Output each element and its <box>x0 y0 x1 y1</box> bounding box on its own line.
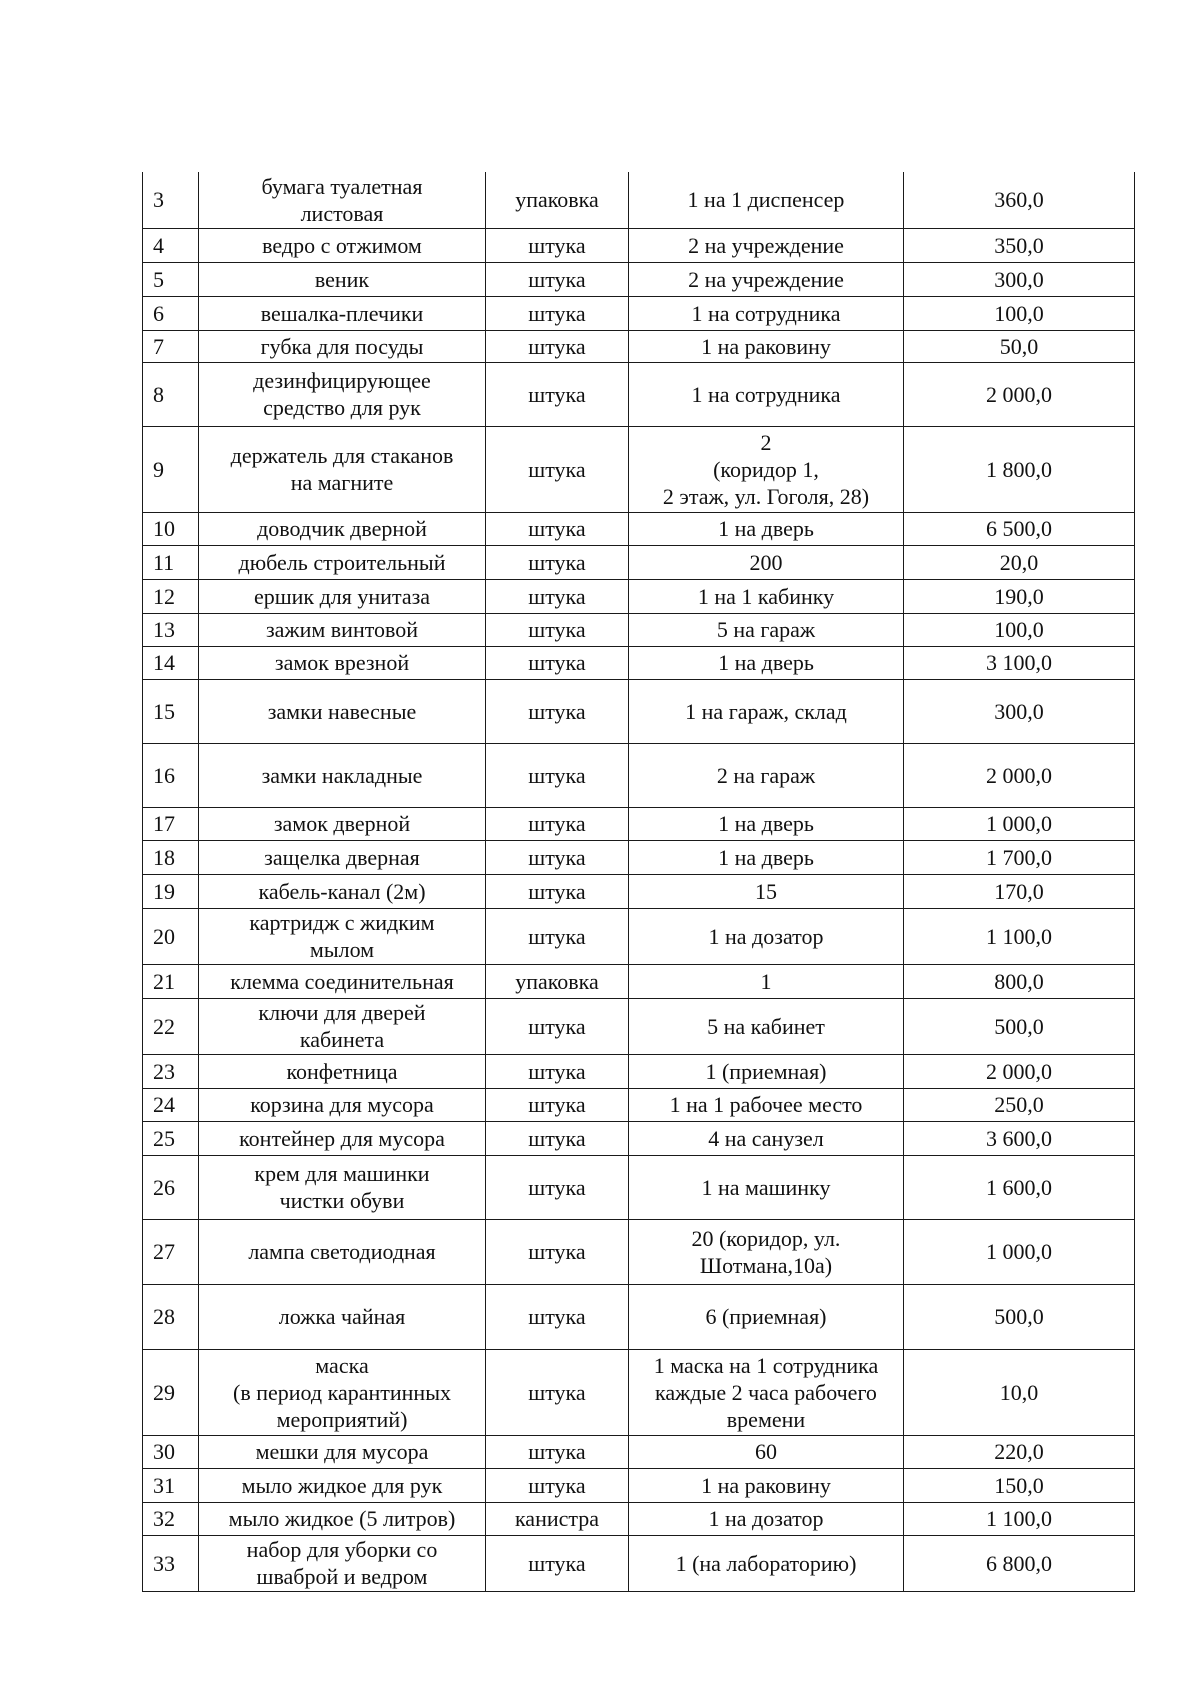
unit-of-measure-cell: штука <box>486 1155 629 1219</box>
table-row <box>143 964 1135 998</box>
supplies-table-body <box>143 172 1135 1591</box>
quantity-norm-cell: 1 на машинку <box>629 1155 904 1219</box>
price-cell: 500,0 <box>904 998 1135 1054</box>
table-row <box>143 1054 1135 1088</box>
table-row <box>143 262 1135 296</box>
item-name-cell: мыло жидкое для рук <box>199 1468 486 1502</box>
price-cell: 360,0 <box>904 172 1135 228</box>
row-number-cell: 6 <box>143 296 199 330</box>
item-name-cell: губка для посуды <box>199 330 486 362</box>
unit-of-measure-cell: штука <box>486 426 629 512</box>
unit-of-measure-cell: штука <box>486 1054 629 1088</box>
quantity-norm-cell: 1 на дверь <box>629 646 904 679</box>
row-number-cell: 30 <box>143 1435 199 1468</box>
item-name-cell: ершик для унитаза <box>199 579 486 613</box>
price-cell: 100,0 <box>904 296 1135 330</box>
quantity-norm-cell: 1 <box>629 964 904 998</box>
price-cell: 2 000,0 <box>904 362 1135 426</box>
item-name-cell: замки накладные <box>199 743 486 807</box>
table-row <box>143 362 1135 426</box>
item-name-cell: веник <box>199 262 486 296</box>
unit-of-measure-cell: штука <box>486 362 629 426</box>
table-row <box>143 679 1135 743</box>
price-cell: 6 800,0 <box>904 1535 1135 1591</box>
row-number-cell: 21 <box>143 964 199 998</box>
unit-of-measure-cell: штука <box>486 874 629 908</box>
price-cell: 1 000,0 <box>904 1219 1135 1284</box>
unit-of-measure-cell: штука <box>486 512 629 545</box>
table-row <box>143 1219 1135 1284</box>
supplies-table <box>142 172 1135 1592</box>
table-row <box>143 296 1135 330</box>
table-row <box>143 1088 1135 1121</box>
item-name-cell: вешалка-плечики <box>199 296 486 330</box>
price-cell: 1 000,0 <box>904 807 1135 840</box>
table-row <box>143 1284 1135 1349</box>
row-number-cell: 8 <box>143 362 199 426</box>
unit-of-measure-cell: штука <box>486 1535 629 1591</box>
price-cell: 220,0 <box>904 1435 1135 1468</box>
row-number-cell: 3 <box>143 172 199 228</box>
row-number-cell: 27 <box>143 1219 199 1284</box>
price-cell: 300,0 <box>904 679 1135 743</box>
row-number-cell: 28 <box>143 1284 199 1349</box>
item-name-cell: ключи для дверей кабинета <box>199 998 486 1054</box>
unit-of-measure-cell: штука <box>486 840 629 874</box>
quantity-norm-cell: 1 (приемная) <box>629 1054 904 1088</box>
row-number-cell: 18 <box>143 840 199 874</box>
row-number-cell: 23 <box>143 1054 199 1088</box>
price-cell: 190,0 <box>904 579 1135 613</box>
item-name-cell: зажим винтовой <box>199 613 486 646</box>
item-name-cell: лампа светодиодная <box>199 1219 486 1284</box>
row-number-cell: 9 <box>143 426 199 512</box>
price-cell: 2 000,0 <box>904 743 1135 807</box>
table-row <box>143 1155 1135 1219</box>
quantity-norm-cell: 2 на гараж <box>629 743 904 807</box>
item-name-cell: замки навесные <box>199 679 486 743</box>
item-name-cell: бумага туалетная листовая <box>199 172 486 228</box>
table-row <box>143 579 1135 613</box>
price-cell: 50,0 <box>904 330 1135 362</box>
quantity-norm-cell: 1 на дверь <box>629 512 904 545</box>
unit-of-measure-cell: штука <box>486 743 629 807</box>
price-cell: 170,0 <box>904 874 1135 908</box>
quantity-norm-cell: 1 маска на 1 сотрудника каждые 2 часа рабочего времени <box>629 1349 904 1435</box>
table-row <box>143 330 1135 362</box>
unit-of-measure-cell: штука <box>486 228 629 262</box>
unit-of-measure-cell: штука <box>486 1435 629 1468</box>
unit-of-measure-cell: штука <box>486 613 629 646</box>
price-cell: 2 000,0 <box>904 1054 1135 1088</box>
price-cell: 300,0 <box>904 262 1135 296</box>
unit-of-measure-cell: штука <box>486 1284 629 1349</box>
unit-of-measure-cell: штука <box>486 1121 629 1155</box>
quantity-norm-cell: 5 на гараж <box>629 613 904 646</box>
row-number-cell: 14 <box>143 646 199 679</box>
quantity-norm-cell: 2 на учреждение <box>629 262 904 296</box>
row-number-cell: 15 <box>143 679 199 743</box>
price-cell: 20,0 <box>904 545 1135 579</box>
unit-of-measure-cell: штука <box>486 646 629 679</box>
item-name-cell: клемма соединительная <box>199 964 486 998</box>
quantity-norm-cell: 2 на учреждение <box>629 228 904 262</box>
row-number-cell: 25 <box>143 1121 199 1155</box>
table-row <box>143 646 1135 679</box>
quantity-norm-cell: 1 на дверь <box>629 840 904 874</box>
price-cell: 800,0 <box>904 964 1135 998</box>
price-cell: 3 100,0 <box>904 646 1135 679</box>
quantity-norm-cell: 60 <box>629 1435 904 1468</box>
item-name-cell: замок врезной <box>199 646 486 679</box>
unit-of-measure-cell: штука <box>486 330 629 362</box>
row-number-cell: 33 <box>143 1535 199 1591</box>
price-cell: 3 600,0 <box>904 1121 1135 1155</box>
quantity-norm-cell: 4 на санузел <box>629 1121 904 1155</box>
quantity-norm-cell: 1 на 1 кабинку <box>629 579 904 613</box>
price-cell: 150,0 <box>904 1468 1135 1502</box>
row-number-cell: 26 <box>143 1155 199 1219</box>
row-number-cell: 32 <box>143 1502 199 1535</box>
item-name-cell: дюбель строительный <box>199 545 486 579</box>
unit-of-measure-cell: штука <box>486 545 629 579</box>
price-cell: 6 500,0 <box>904 512 1135 545</box>
price-cell: 1 700,0 <box>904 840 1135 874</box>
quantity-norm-cell: 5 на кабинет <box>629 998 904 1054</box>
table-row <box>143 172 1135 228</box>
table-row <box>143 1349 1135 1435</box>
table-row <box>143 807 1135 840</box>
unit-of-measure-cell: штука <box>486 1219 629 1284</box>
row-number-cell: 5 <box>143 262 199 296</box>
quantity-norm-cell: 1 на раковину <box>629 330 904 362</box>
quantity-norm-cell: 1 на раковину <box>629 1468 904 1502</box>
item-name-cell: корзина для мусора <box>199 1088 486 1121</box>
quantity-norm-cell: 1 на сотрудника <box>629 296 904 330</box>
quantity-norm-cell: 1 на 1 диспенсер <box>629 172 904 228</box>
row-number-cell: 19 <box>143 874 199 908</box>
table-row <box>143 1535 1135 1591</box>
unit-of-measure-cell: упаковка <box>486 964 629 998</box>
price-cell: 1 100,0 <box>904 908 1135 964</box>
item-name-cell: контейнер для мусора <box>199 1121 486 1155</box>
item-name-cell: кабель-канал (2м) <box>199 874 486 908</box>
unit-of-measure-cell: штука <box>486 908 629 964</box>
quantity-norm-cell: 1 на дозатор <box>629 1502 904 1535</box>
unit-of-measure-cell: штука <box>486 296 629 330</box>
item-name-cell: держатель для стаканов на магните <box>199 426 486 512</box>
table-row <box>143 1435 1135 1468</box>
item-name-cell: защелка дверная <box>199 840 486 874</box>
unit-of-measure-cell: штука <box>486 679 629 743</box>
unit-of-measure-cell: штука <box>486 998 629 1054</box>
row-number-cell: 4 <box>143 228 199 262</box>
unit-of-measure-cell: штука <box>486 1088 629 1121</box>
table-row <box>143 998 1135 1054</box>
item-name-cell: картридж с жидким мылом <box>199 908 486 964</box>
row-number-cell: 22 <box>143 998 199 1054</box>
table-row <box>143 874 1135 908</box>
price-cell: 350,0 <box>904 228 1135 262</box>
unit-of-measure-cell: штука <box>486 1349 629 1435</box>
row-number-cell: 20 <box>143 908 199 964</box>
price-cell: 500,0 <box>904 1284 1135 1349</box>
row-number-cell: 16 <box>143 743 199 807</box>
row-number-cell: 7 <box>143 330 199 362</box>
unit-of-measure-cell: штука <box>486 807 629 840</box>
item-name-cell: мыло жидкое (5 литров) <box>199 1502 486 1535</box>
table-row <box>143 908 1135 964</box>
row-number-cell: 24 <box>143 1088 199 1121</box>
row-number-cell: 11 <box>143 545 199 579</box>
item-name-cell: набор для уборки со шваброй и ведром <box>199 1535 486 1591</box>
row-number-cell: 17 <box>143 807 199 840</box>
table-row <box>143 512 1135 545</box>
unit-of-measure-cell: канистра <box>486 1502 629 1535</box>
row-number-cell: 10 <box>143 512 199 545</box>
table-row <box>143 1502 1135 1535</box>
item-name-cell: ведро с отжимом <box>199 228 486 262</box>
unit-of-measure-cell: штука <box>486 262 629 296</box>
table-row <box>143 1121 1135 1155</box>
table-row <box>143 228 1135 262</box>
table-row <box>143 840 1135 874</box>
quantity-norm-cell: 20 (коридор, ул. Шотмана,10а) <box>629 1219 904 1284</box>
item-name-cell: ложка чайная <box>199 1284 486 1349</box>
quantity-norm-cell: 1 на 1 рабочее место <box>629 1088 904 1121</box>
quantity-norm-cell: 15 <box>629 874 904 908</box>
quantity-norm-cell: 1 на гараж, склад <box>629 679 904 743</box>
quantity-norm-cell: 1 (на лабораторию) <box>629 1535 904 1591</box>
price-cell: 1 600,0 <box>904 1155 1135 1219</box>
unit-of-measure-cell: штука <box>486 1468 629 1502</box>
item-name-cell: конфетница <box>199 1054 486 1088</box>
table-row <box>143 743 1135 807</box>
unit-of-measure-cell: упаковка <box>486 172 629 228</box>
row-number-cell: 12 <box>143 579 199 613</box>
row-number-cell: 31 <box>143 1468 199 1502</box>
table-row <box>143 426 1135 512</box>
table-row <box>143 545 1135 579</box>
price-cell: 100,0 <box>904 613 1135 646</box>
price-cell: 1 100,0 <box>904 1502 1135 1535</box>
quantity-norm-cell: 200 <box>629 545 904 579</box>
quantity-norm-cell: 2 (коридор 1, 2 этаж, ул. Гоголя, 28) <box>629 426 904 512</box>
item-name-cell: мешки для мусора <box>199 1435 486 1468</box>
table-row <box>143 1468 1135 1502</box>
price-cell: 10,0 <box>904 1349 1135 1435</box>
item-name-cell: замок дверной <box>199 807 486 840</box>
row-number-cell: 29 <box>143 1349 199 1435</box>
item-name-cell: маска (в период карантинных мероприятий) <box>199 1349 486 1435</box>
quantity-norm-cell: 6 (приемная) <box>629 1284 904 1349</box>
item-name-cell: крем для машинки чистки обуви <box>199 1155 486 1219</box>
quantity-norm-cell: 1 на сотрудника <box>629 362 904 426</box>
unit-of-measure-cell: штука <box>486 579 629 613</box>
price-cell: 250,0 <box>904 1088 1135 1121</box>
price-cell: 1 800,0 <box>904 426 1135 512</box>
row-number-cell: 13 <box>143 613 199 646</box>
quantity-norm-cell: 1 на дверь <box>629 807 904 840</box>
quantity-norm-cell: 1 на дозатор <box>629 908 904 964</box>
item-name-cell: дезинфицирующее средство для рук <box>199 362 486 426</box>
table-row <box>143 613 1135 646</box>
item-name-cell: доводчик дверной <box>199 512 486 545</box>
